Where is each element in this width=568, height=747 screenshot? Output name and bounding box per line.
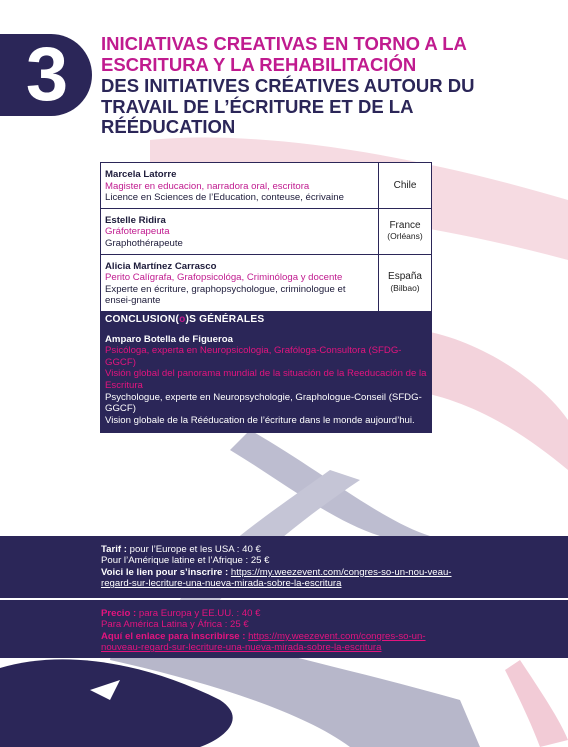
conclusion-desc-fr: Vision globale de la Rééducation de l’écriture dans le monde aujourd’hui.: [105, 414, 415, 426]
conclusion-role-es: Psicóloga, experta en Neuropsicologia, Grafóloga-Consultora (SFDG-GGCF): [105, 345, 402, 368]
speaker-role-es: Magister en educacion, narradora oral, escritora: [105, 180, 310, 192]
speaker-role-fr: Licence en Sciences de l’Education, conteuse, écrivaine: [105, 192, 344, 204]
registration-line: [101, 567, 461, 590]
speaker-role-es: Gráfoterapeuta: [105, 226, 170, 238]
conclusion-block: [101, 311, 431, 432]
country-cell: [379, 163, 431, 208]
speaker-cell: [101, 209, 379, 254]
speaker-name: Alicia Martínez Carrasco: [105, 260, 217, 272]
price-line-1: [101, 608, 461, 619]
conclusion-role-fr: Psychologue, experte en Neuropsychologie, Graphologue-Conseil (SFDG-GGCF): [105, 391, 422, 415]
pricing-band-french: [0, 536, 568, 598]
price-value: pour l’Europe et les USA : 40 €: [126, 544, 261, 555]
speaker-city: (Bilbao): [390, 282, 420, 293]
registration-label: Aquí el enlace para inscribirse :: [101, 630, 246, 642]
conclusion-title-o: o: [179, 313, 186, 325]
speaker-name: Marcela Latorre: [105, 169, 177, 180]
price-value: para Europa y EE.UU. : 40 €: [136, 608, 261, 619]
speakers-table: [100, 162, 432, 433]
speaker-country: France: [389, 219, 421, 231]
speaker-role-fr: Experte en écriture, graphopsychologue, criminologue et ensei-gnante: [105, 283, 346, 307]
section-title-spanish: INICIATIVAS CREATIVAS EN TORNO A LA ESCRITURA Y LA REHABILITACIÓN: [101, 33, 467, 75]
section-number-badge: 3: [0, 34, 92, 116]
speaker-role-es: Perito Calígrafa, Grafopsicológa, Criminóloga y docente: [105, 272, 343, 284]
speaker-city: (Orléans): [387, 231, 423, 242]
registration-link[interactable]: https://my.weezevent.com/congres-so-un-nou-veau-regard-sur-lecriture-una-nueva-mirada-sobre-la-escritura: [101, 566, 452, 590]
section-title-french: DES INITIATIVES CRÉATIVES AUTOUR DU TRAVAIL DE L’ÉCRITURE ET DE LA RÉÉDUCATION: [101, 75, 475, 137]
price-line-1: [101, 544, 461, 555]
conclusion-speaker-name: Amparo Botella de Figueroa: [105, 333, 233, 345]
conclusion-title-start: CONCLUSION(: [105, 313, 180, 325]
table-row: [101, 255, 431, 311]
speaker-cell: [101, 163, 379, 208]
table-row: [101, 163, 431, 209]
table-row: [101, 209, 431, 255]
pricing-band-spanish: [0, 600, 568, 658]
country-cell: [379, 209, 431, 254]
price-label: Precio :: [101, 608, 137, 619]
speaker-country: España: [388, 271, 422, 283]
price-label: Tarif :: [101, 544, 127, 555]
speaker-role-fr: Graphothérapeute: [105, 237, 183, 249]
country-cell: [379, 255, 431, 311]
registration-line: [101, 631, 461, 654]
conclusion-desc-es: Visión global del panorama mundial de la situación de la Reeducación de la Escritura: [105, 368, 427, 391]
speaker-country: Chile: [393, 179, 417, 191]
registration-link[interactable]: https://my.weezevent.com/congres-so-un-nouveau-regard-sur-lecriture-una-nueva-mirada-sobre-la-escritura: [101, 630, 426, 654]
conclusion-title: [105, 314, 427, 326]
speaker-cell: [101, 255, 379, 311]
price-line-2: Pour l’Amérique latine et l’Afrique : 25 €: [101, 555, 270, 567]
price-line-2: Para América Latina y África : 25 €: [101, 619, 249, 631]
conclusion-title-end: )S GÉNÉRALES: [185, 313, 265, 325]
registration-label: Voici le lien pour s’inscrire :: [101, 566, 229, 578]
speaker-name: Estelle Ridira: [105, 214, 166, 226]
